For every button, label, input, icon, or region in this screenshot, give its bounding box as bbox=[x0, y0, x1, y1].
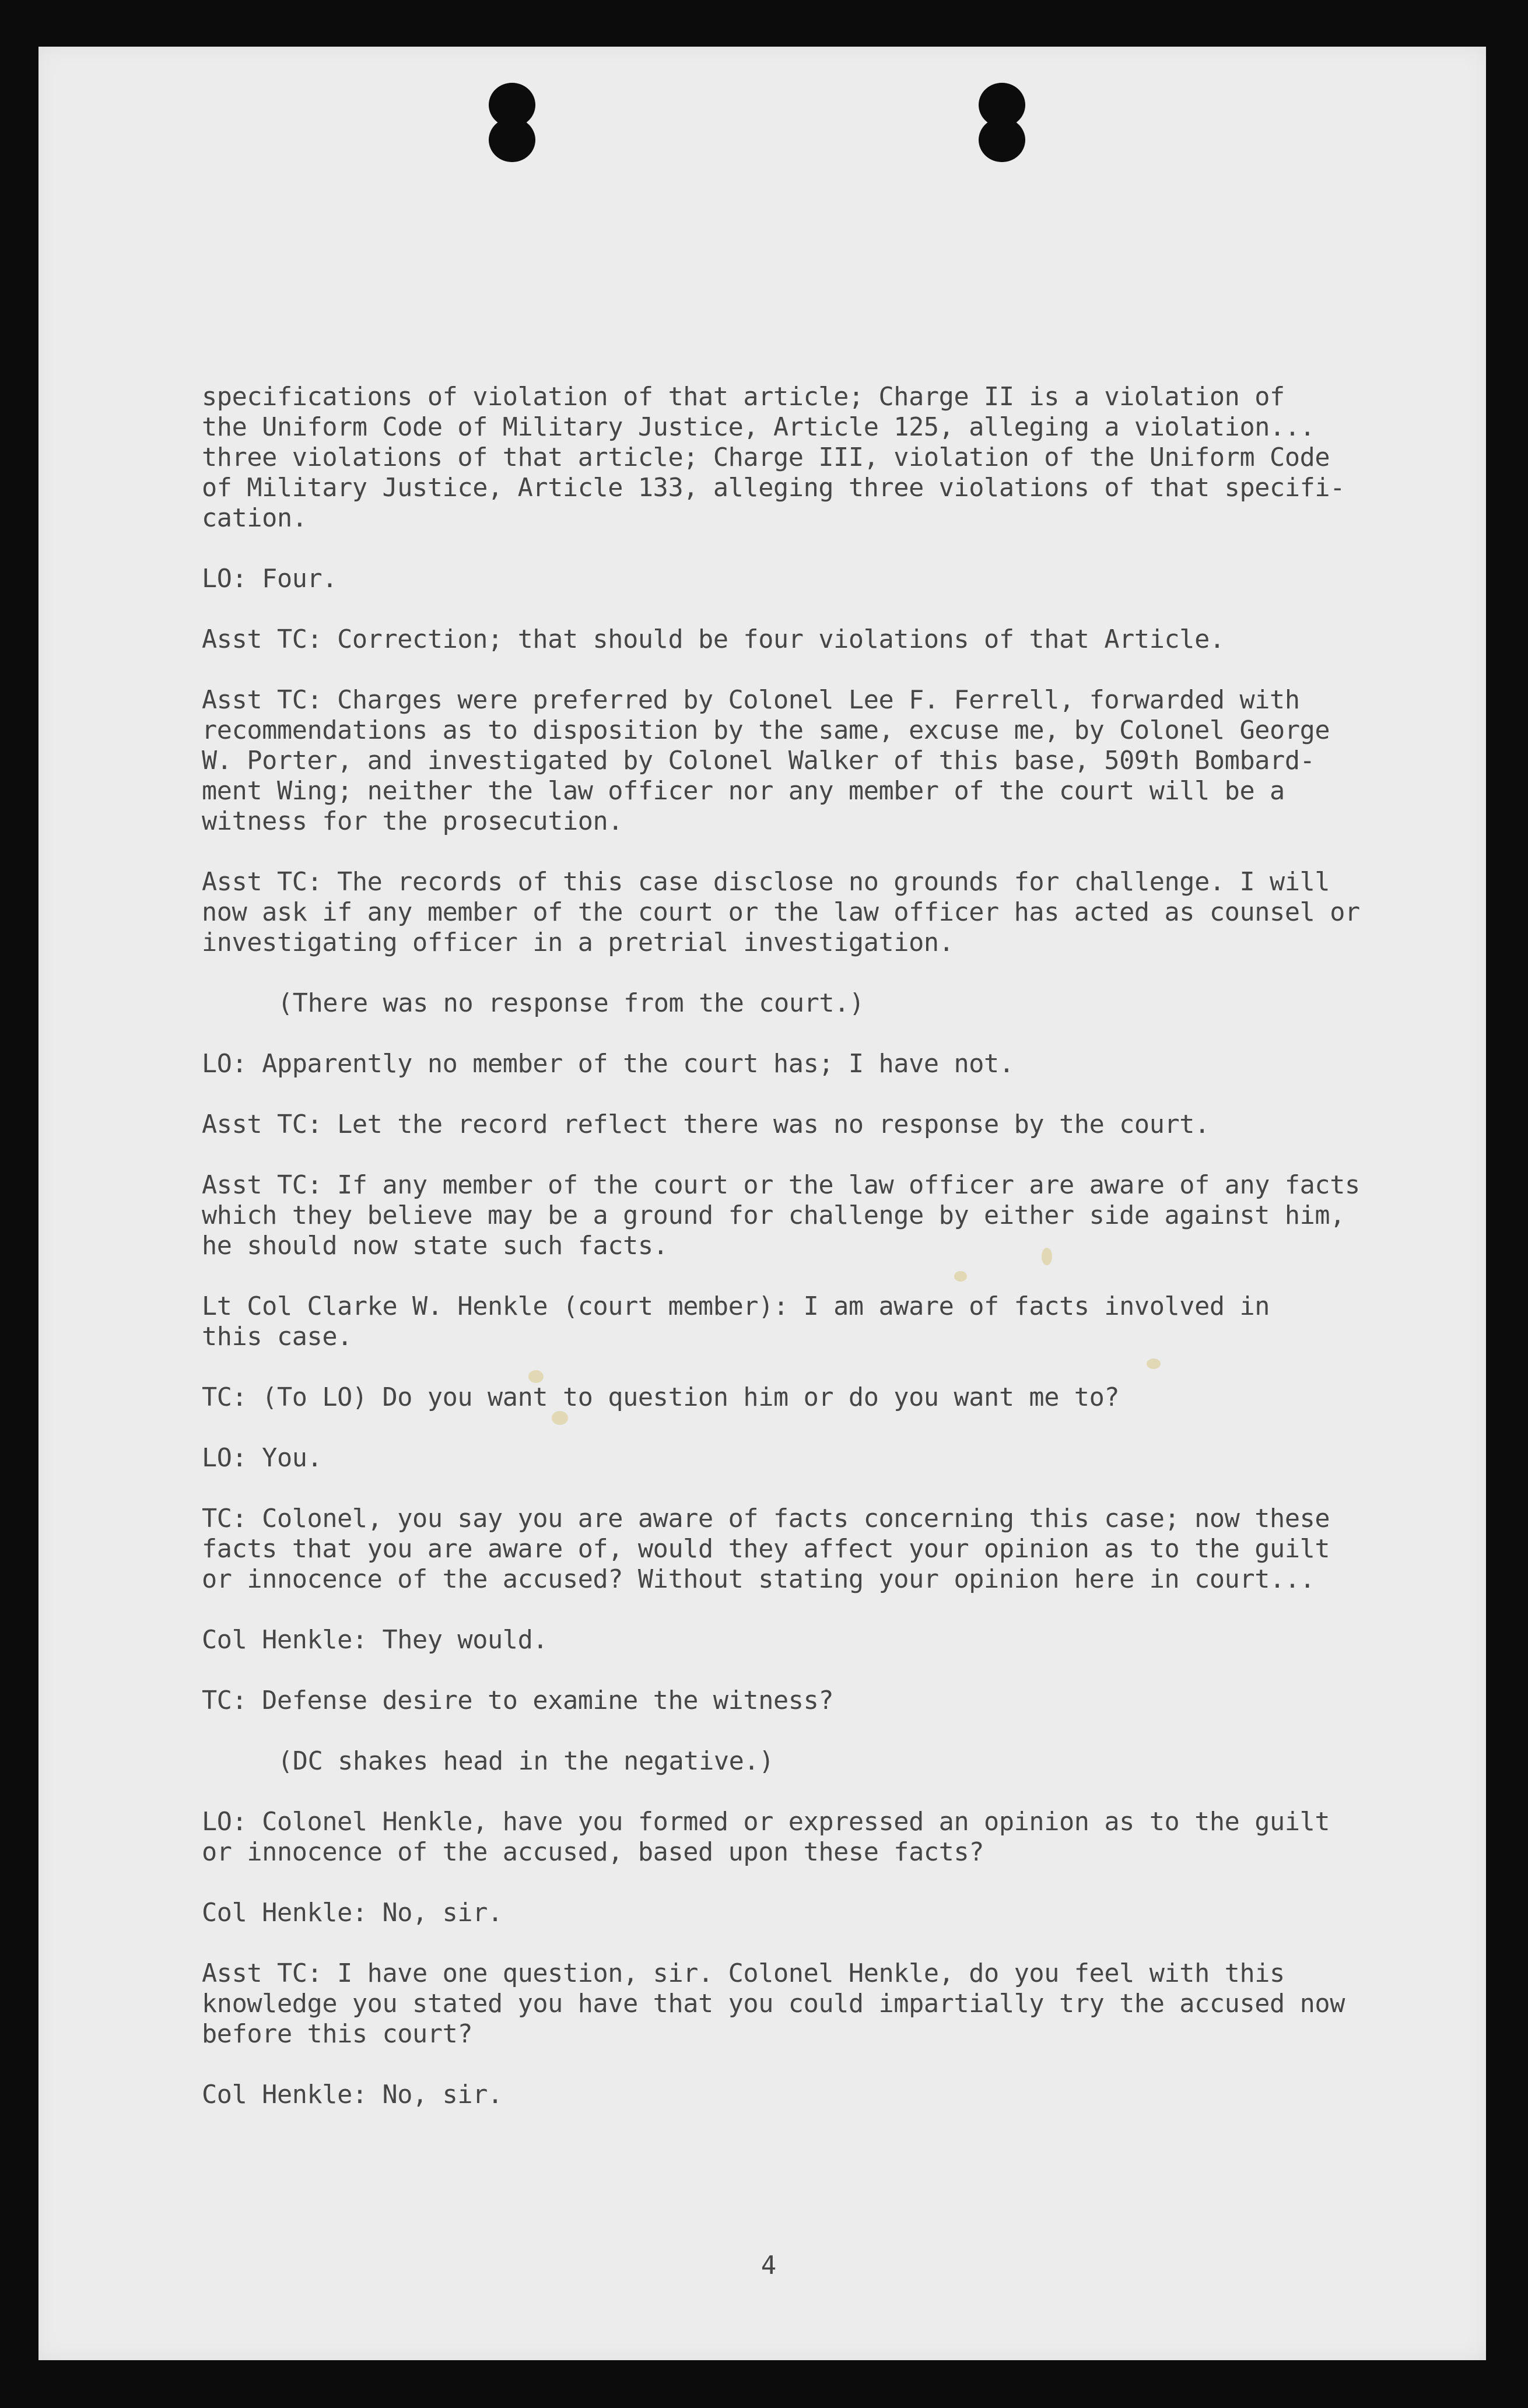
transcript-paragraph: LO: Colonel Henkle, have you formed or expressed an opinion as to the guilt or innocence of the accused, based upon these facts? bbox=[202, 1807, 1330, 1867]
transcript-paragraph: TC: (To LO) Do you want to question him or do you want me to? bbox=[202, 1383, 1120, 1412]
transcript-paragraph: Col Henkle: They would. bbox=[202, 1626, 548, 1655]
transcript-paragraph: Asst TC: The records of this case disclose no grounds for challenge. I will now ask if any member of the court or the law officer has acted as counsel or investigating officer in a pretrial investigation. bbox=[202, 868, 1360, 957]
transcript-paragraph: Asst TC: Charges were preferred by Colonel Lee F. Ferrell, forwarded with recommendations as to disposition by the same, excuse me, by Colonel George W. Porter, and investigated by Colonel Walker of this base, 509th Bombard- ment Wing; neither the law officer nor any member of the court will be a witness for the prosecution. bbox=[202, 686, 1330, 836]
transcript-paragraph: Asst TC: Correction; that should be four violations of that Article. bbox=[202, 625, 1225, 654]
transcript-paragraph: Col Henkle: No, sir. bbox=[202, 2080, 503, 2109]
stage-direction: (There was no response from the court.) bbox=[278, 989, 864, 1018]
transcript-paragraph: Col Henkle: No, sir. bbox=[202, 1898, 503, 1928]
document-page bbox=[38, 47, 1486, 2360]
punch-hole-right bbox=[979, 83, 1025, 164]
transcript-paragraph: LO: Apparently no member of the court has; I have not. bbox=[202, 1049, 1014, 1079]
stage-direction: (DC shakes head in the negative.) bbox=[278, 1747, 774, 1776]
transcript-paragraph: specifications of violation of that article; Charge II is a violation of the Uniform Code of Military Justice, Article 125, alleging a violation... three violations of that article; Charge III, violation of the Uniform Code of Military Justice, Article 133, alleging three violations of that specifi- cation. bbox=[202, 382, 1345, 533]
transcript-paragraph: Asst TC: If any member of the court or the law officer are aware of any facts which they believe may be a ground for challenge by either side against him, he should now state such facts. bbox=[202, 1171, 1360, 1261]
transcript-paragraph: LO: You. bbox=[202, 1444, 323, 1473]
transcript-paragraph: TC: Defense desire to examine the witness? bbox=[202, 1686, 834, 1715]
transcript-paragraph: Asst TC: Let the record reflect there was no response by the court. bbox=[202, 1110, 1210, 1139]
transcript-paragraph: Lt Col Clarke W. Henkle (court member): I am aware of facts involved in this case. bbox=[202, 1292, 1270, 1352]
document-body bbox=[202, 382, 1415, 2140]
transcript-paragraph: Asst TC: I have one question, sir. Colonel Henkle, do you feel with this knowledge you stated you have that you could impartially try the accused now before this court? bbox=[202, 1959, 1345, 2049]
transcript-paragraph: TC: Colonel, you say you are aware of facts concerning this case; now these facts that you are aware of, would they affect your opinion as to the guilt or innocence of the accused? Without stating your opinion here in court... bbox=[202, 1504, 1330, 1594]
punch-hole-left bbox=[489, 83, 535, 164]
page-number: 4 bbox=[761, 2251, 777, 2280]
transcript-paragraph: LO: Four. bbox=[202, 564, 338, 594]
